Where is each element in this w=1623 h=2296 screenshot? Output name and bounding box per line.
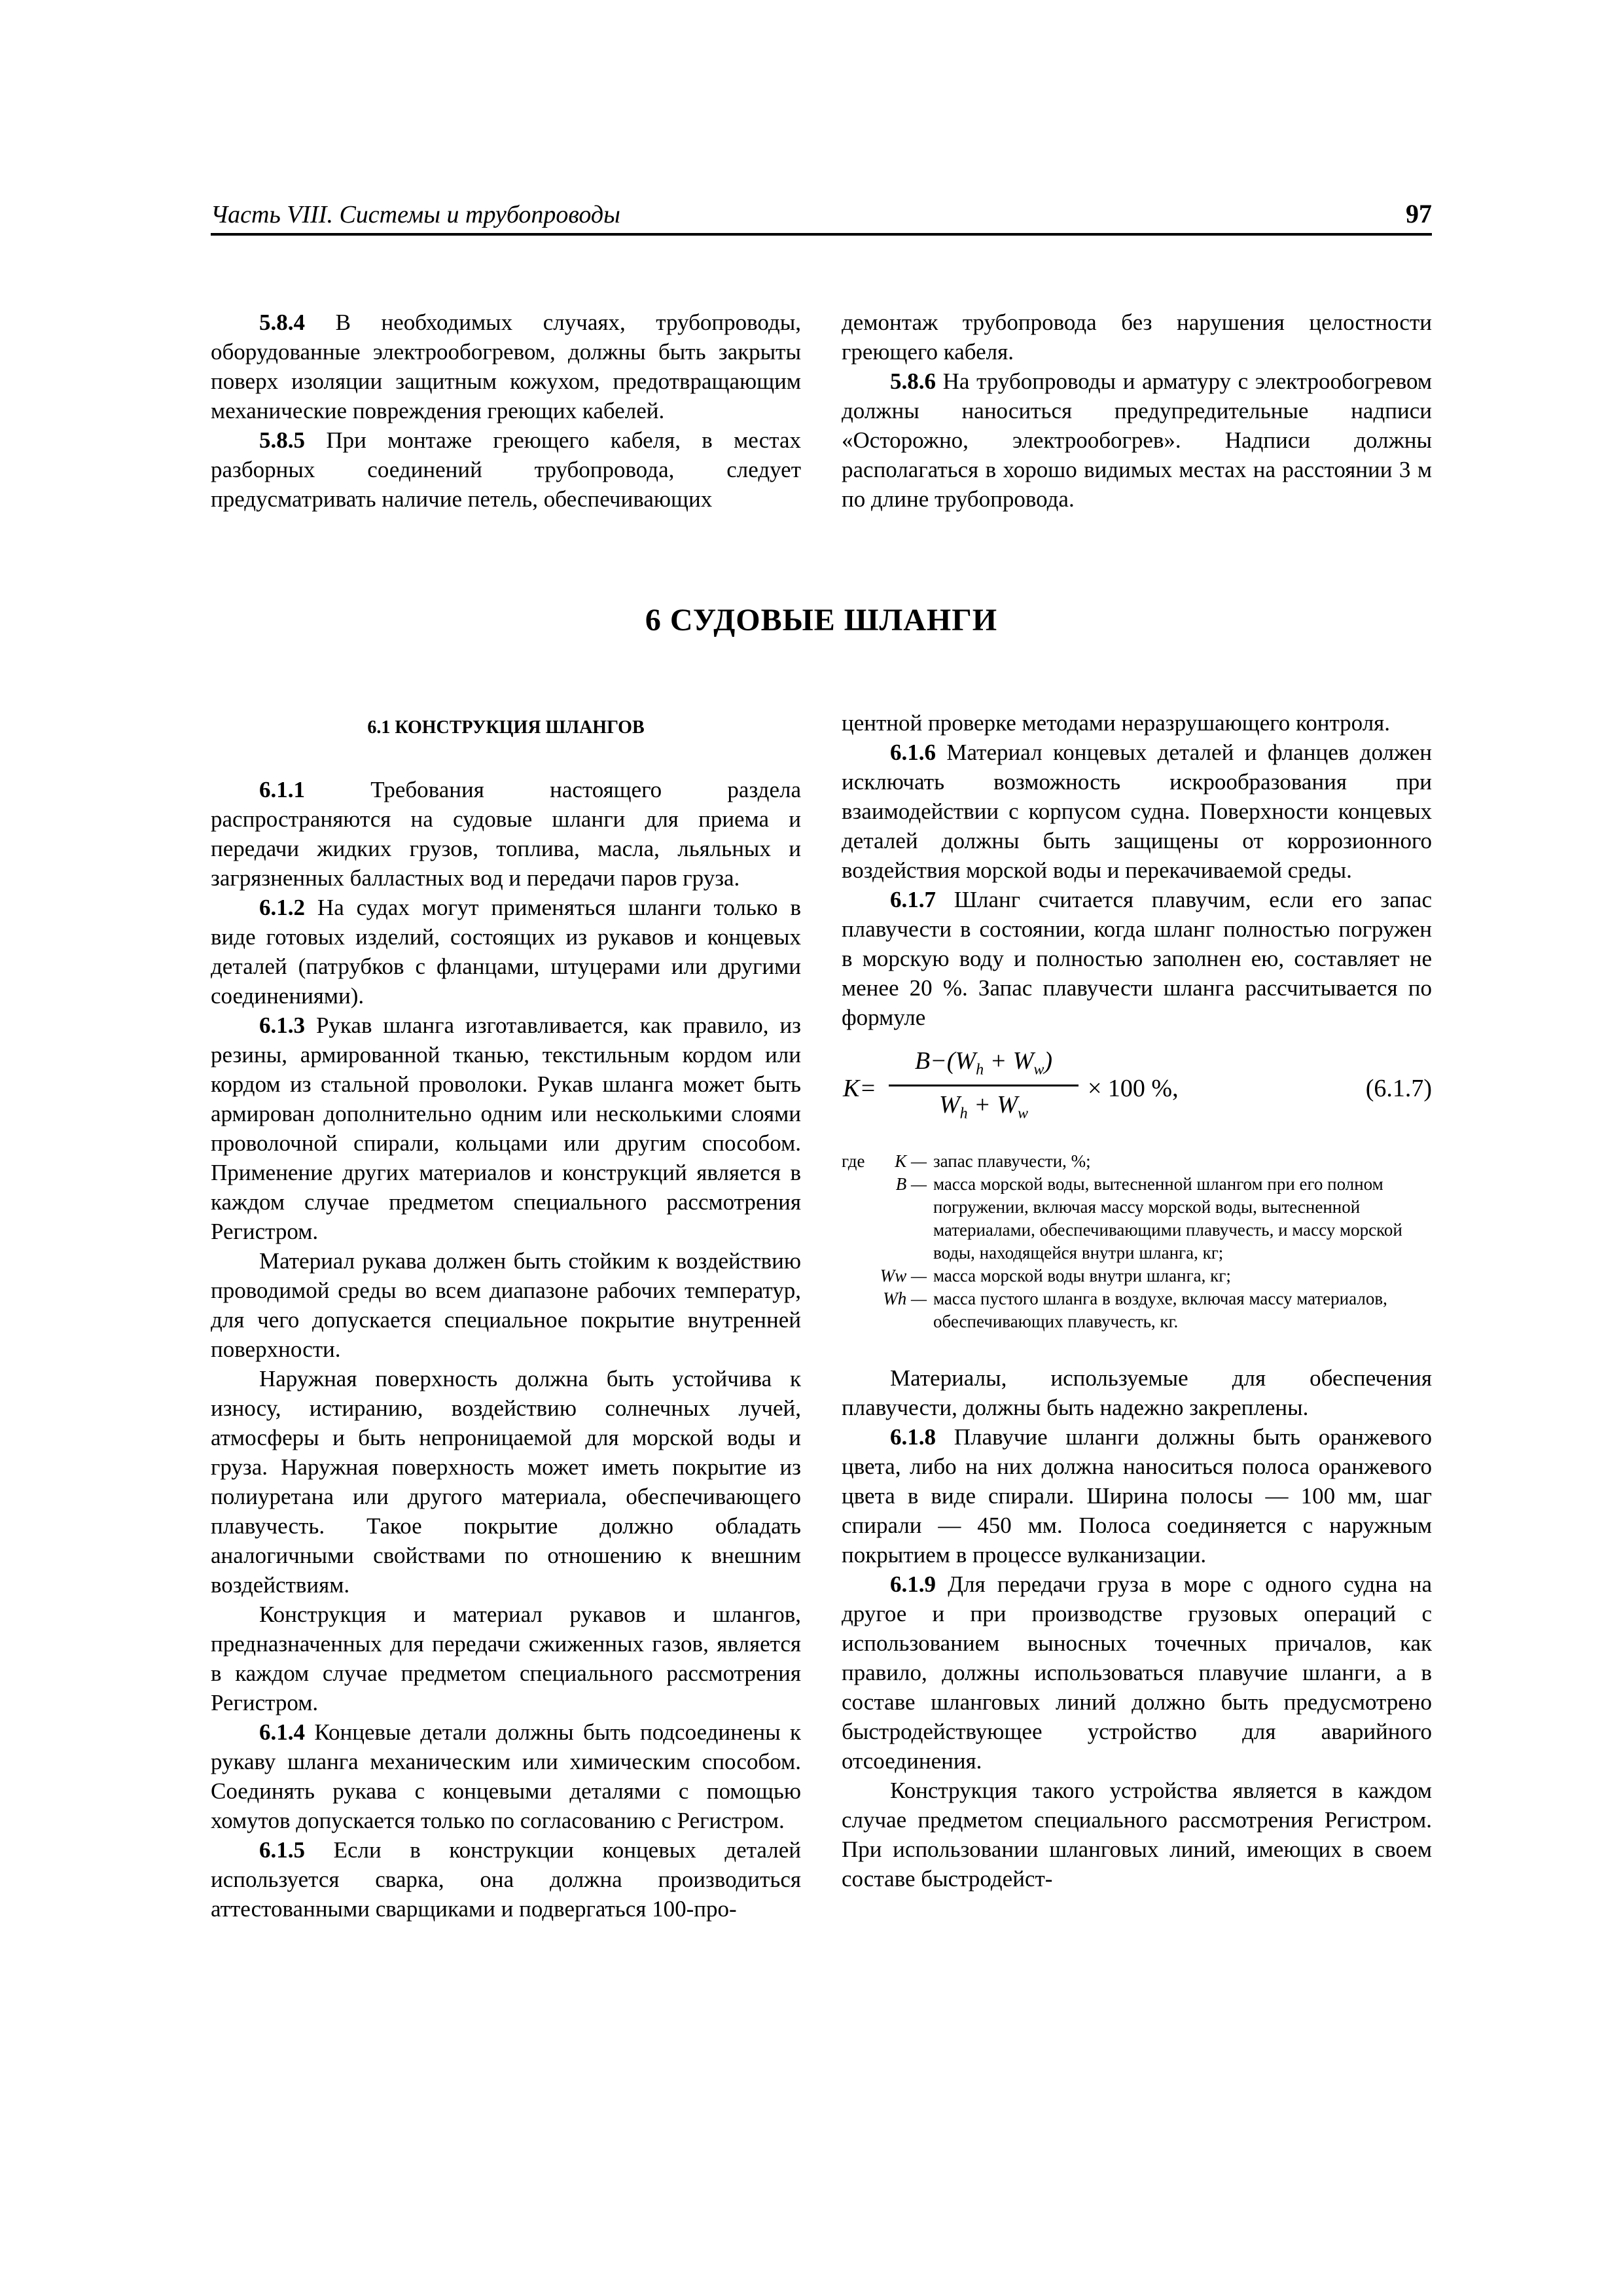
paragraph-6-1-4 bbox=[211, 1717, 801, 1835]
paragraph-text: Материал концевых деталей и фланцев должен исключать возможность искрообразования при взаимодействии с корпусом судна. Поверхности концевых деталей должны быть защищены от коррозионного воздействия морской воды и перекачиваемой среды. bbox=[842, 740, 1432, 883]
definition-symbol: K — bbox=[895, 1151, 927, 1171]
numerator-part: ) bbox=[1044, 1047, 1053, 1075]
paragraph-5-8-4 bbox=[211, 308, 801, 425]
paragraph-6-1-5 bbox=[211, 1835, 801, 1924]
paragraph-gas-hoses bbox=[211, 1600, 801, 1717]
clause-number: 6.1.1 bbox=[259, 777, 305, 802]
clause-number: 6.1.2 bbox=[259, 895, 305, 920]
paragraph-text: Конструкция такого устройства является в каждом случае предметом специального рассмотрения Регистром. При использовании шланговых линий, имеющих в своем составе быстродейст- bbox=[842, 1778, 1432, 1892]
paragraph-5-8-6 bbox=[842, 367, 1432, 514]
paragraph-text: Плавучие шланги должны быть оранжевого цвета, либо на них должна наноситься полоса оранжевого цвета в виде спирали. Ширина полосы — 100 мм, шаг спирали — 450 мм. Полоса соединяется с наружным покрытием в процессе вулканизации. bbox=[842, 1424, 1432, 1568]
clause-number: 6.1.4 bbox=[259, 1719, 305, 1745]
paragraph-outer-surface bbox=[211, 1364, 801, 1600]
definition-text: масса пустого шланга в воздухе, включая массу материалов, обеспечивающих плавучесть, кг. bbox=[933, 1289, 1387, 1331]
paragraph-continuation bbox=[842, 308, 1432, 367]
subscript-h: h bbox=[959, 1105, 968, 1122]
paragraph-6-1-9 bbox=[842, 1570, 1432, 1776]
paragraph-6-1-7 bbox=[842, 885, 1432, 1032]
top-right-column bbox=[842, 308, 1432, 514]
paragraph-text: Материалы, используемые для обеспечения плавучести, должны быть надежно закреплены. bbox=[842, 1365, 1432, 1420]
paragraph-text: Концевые детали должны быть подсоединены к рукаву шланга механическим или химическим способом. Соединять рукава с концевыми деталями с помощью хомутов допускается только по согласованию с Регистром. bbox=[211, 1719, 801, 1833]
paragraph-6-1-3 bbox=[211, 1011, 801, 1246]
definition-item bbox=[842, 1173, 1432, 1265]
paragraph-text: Рукав шланга изготавливается, как правило, из резины, армированной тканью, текстильным кордом или кордом из стальной проволоки. Рукав шланга может быть армирован дополнительно одним или несколькими слоями проволочной спирали, кольцами или другим способом. Применение других материалов и конструкций является в каждом случае предметом специального рассмотрения Регистром. bbox=[211, 1013, 801, 1244]
paragraph-text: Если в конструкции концевых деталей используется сварка, она должна производиться аттестованными сварщиками и подвергаться 100-про- bbox=[211, 1837, 801, 1922]
formula-denominator bbox=[889, 1086, 1079, 1128]
left-column bbox=[211, 715, 801, 1924]
denominator-part: W bbox=[939, 1091, 960, 1119]
paragraph-quick-release bbox=[842, 1776, 1432, 1893]
paragraph-6-1-1 bbox=[211, 775, 801, 893]
clause-number: 6.1.7 bbox=[890, 887, 936, 912]
formula-definitions bbox=[842, 1150, 1432, 1333]
clause-number: 6.1.8 bbox=[890, 1424, 936, 1450]
paragraph-text: Шланг считается плавучим, если его запас плавучести в состоянии, когда шланг полностью погружен в морскую воду и полностью заполнен ею, составляет не менее 20 %. Запас плавучести шланга рассчитывается по формуле bbox=[842, 887, 1432, 1030]
paragraph-text: В необходимых случаях, трубопроводы, оборудованные электрообогревом, должны быть закрыты поверх изоляции защитным кожухом, предотвращающим механические повреждения греющих кабелей. bbox=[211, 310, 801, 423]
clause-number: 5.8.5 bbox=[259, 427, 305, 453]
denominator-part: + W bbox=[967, 1091, 1018, 1119]
paragraph-6-1-2 bbox=[211, 893, 801, 1011]
formula-6-1-7 bbox=[842, 1047, 1432, 1138]
paragraph-6-1-8 bbox=[842, 1422, 1432, 1570]
definition-item bbox=[842, 1265, 1432, 1287]
paragraph-text: Конструкция и материал рукавов и шлангов, предназначенных для передачи сжиженных газов, является в каждом случае предметом специального рассмотрения Регистром. bbox=[211, 1602, 801, 1715]
clause-number: 6.1.5 bbox=[259, 1837, 305, 1863]
clause-number: 6.1.9 bbox=[890, 1571, 936, 1597]
paragraph-text: Для передачи груза в море с одного судна на другое и при производстве грузовых операций с использованием выносных точечных причалов, как правило, должны использоваться плавучие шланги, а в составе шланговых линий должно быть предусмотрено быстродействующее устройство для аварийного отсоединения. bbox=[842, 1571, 1432, 1774]
definition-symbol: Ww — bbox=[880, 1266, 927, 1285]
header-title: Часть VIII. Системы и трубопроводы bbox=[211, 201, 620, 228]
where-label: где bbox=[842, 1151, 865, 1171]
definition-text: масса морской воды внутри шланга, кг; bbox=[933, 1266, 1231, 1285]
paragraph-text: При монтаже греющего кабеля, в местах разборных соединений трубопровода, следует предусматривать наличие петель, обеспечивающих bbox=[211, 427, 801, 512]
paragraph-text: Требования настоящего раздела распространяются на судовые шланги для приема и передачи жидких грузов, топлива, масла, льяльных и загрязненных балластных вод и передачи паров груза. bbox=[211, 777, 801, 891]
subscript-w: w bbox=[1033, 1061, 1044, 1079]
definition-symbol: Wh — bbox=[883, 1289, 927, 1308]
formula-fraction bbox=[889, 1047, 1079, 1128]
paragraph-text: центной проверке методами неразрушающего контроля. bbox=[842, 710, 1391, 736]
definition-symbol: B — bbox=[895, 1174, 927, 1194]
right-column bbox=[842, 708, 1432, 1893]
paragraph-text: Материал рукава должен быть стойким к воздействию проводимой среды во всем диапазоне рабочих температур, для чего допускается специальное покрытие внутренней поверхности. bbox=[211, 1248, 801, 1362]
top-left-column bbox=[211, 308, 801, 514]
subscript-h: h bbox=[976, 1061, 984, 1079]
running-header bbox=[211, 196, 1432, 236]
paragraph-5-8-5 bbox=[211, 425, 801, 514]
definition-item bbox=[842, 1150, 1432, 1173]
paragraph-buoyancy-materials bbox=[842, 1363, 1432, 1422]
numerator-part: + W bbox=[984, 1047, 1034, 1075]
subsection-title: 6.1 КОНСТРУКЦИЯ ШЛАНГОВ bbox=[367, 717, 645, 738]
definition-item bbox=[842, 1287, 1432, 1333]
formula-lhs: K= bbox=[843, 1075, 876, 1102]
clause-number: 5.8.4 bbox=[259, 310, 305, 335]
definition-text: запас плавучести, %; bbox=[933, 1151, 1091, 1171]
subscript-w: w bbox=[1017, 1105, 1028, 1122]
paragraph-6-1-6 bbox=[842, 738, 1432, 885]
paragraph-material bbox=[211, 1246, 801, 1364]
paragraph-text: На трубопроводы и арматуру с электрообогревом должны наноситься предупредительные надписи «Осторожно, электрообогрев». Надписи должны располагаться в хорошо видимых местах на расстоянии 3 м по длине трубопровода. bbox=[842, 368, 1432, 512]
page-number: 97 bbox=[1406, 199, 1432, 228]
clause-number: 5.8.6 bbox=[890, 368, 936, 394]
section-title: 6 СУДОВЫЕ ШЛАНГИ bbox=[645, 603, 998, 637]
numerator-part: B−(W bbox=[914, 1047, 976, 1075]
paragraph-text: демонтаж трубопровода без нарушения целостности греющего кабеля. bbox=[842, 310, 1432, 365]
definition-text: масса морской воды, вытесненной шлангом при его полном погружении, включая массу морской воды, вытесненной материалами, обеспечивающими плавучесть, и массу морской воды, находящейся внутри шланга, кг; bbox=[933, 1174, 1402, 1263]
clause-number: 6.1.3 bbox=[259, 1013, 305, 1038]
formula-multiplier: × 100 %, bbox=[1088, 1075, 1179, 1102]
paragraph-continuation bbox=[842, 708, 1432, 738]
equation-number: (6.1.7) bbox=[1365, 1075, 1432, 1102]
clause-number: 6.1.6 bbox=[890, 740, 936, 765]
paragraph-text: На судах могут применяться шланги только в виде готовых изделий, состоящих из рукавов и концевых деталей (патрубков с фланцами, штуцерами или другими соединениями). bbox=[211, 895, 801, 1009]
paragraph-text: Наружная поверхность должна быть устойчива к износу, истиранию, воздействию солнечных лучей, атмосферы и быть непроницаемой для морской воды и груза. Наружная поверхность может иметь покрытие из полиуретана или другого материала, обеспечивающего плавучесть. Такое покрытие должно обладать аналогичными свойствами по отношению к внешним воздействиям. bbox=[211, 1366, 801, 1598]
formula-numerator bbox=[889, 1047, 1079, 1086]
